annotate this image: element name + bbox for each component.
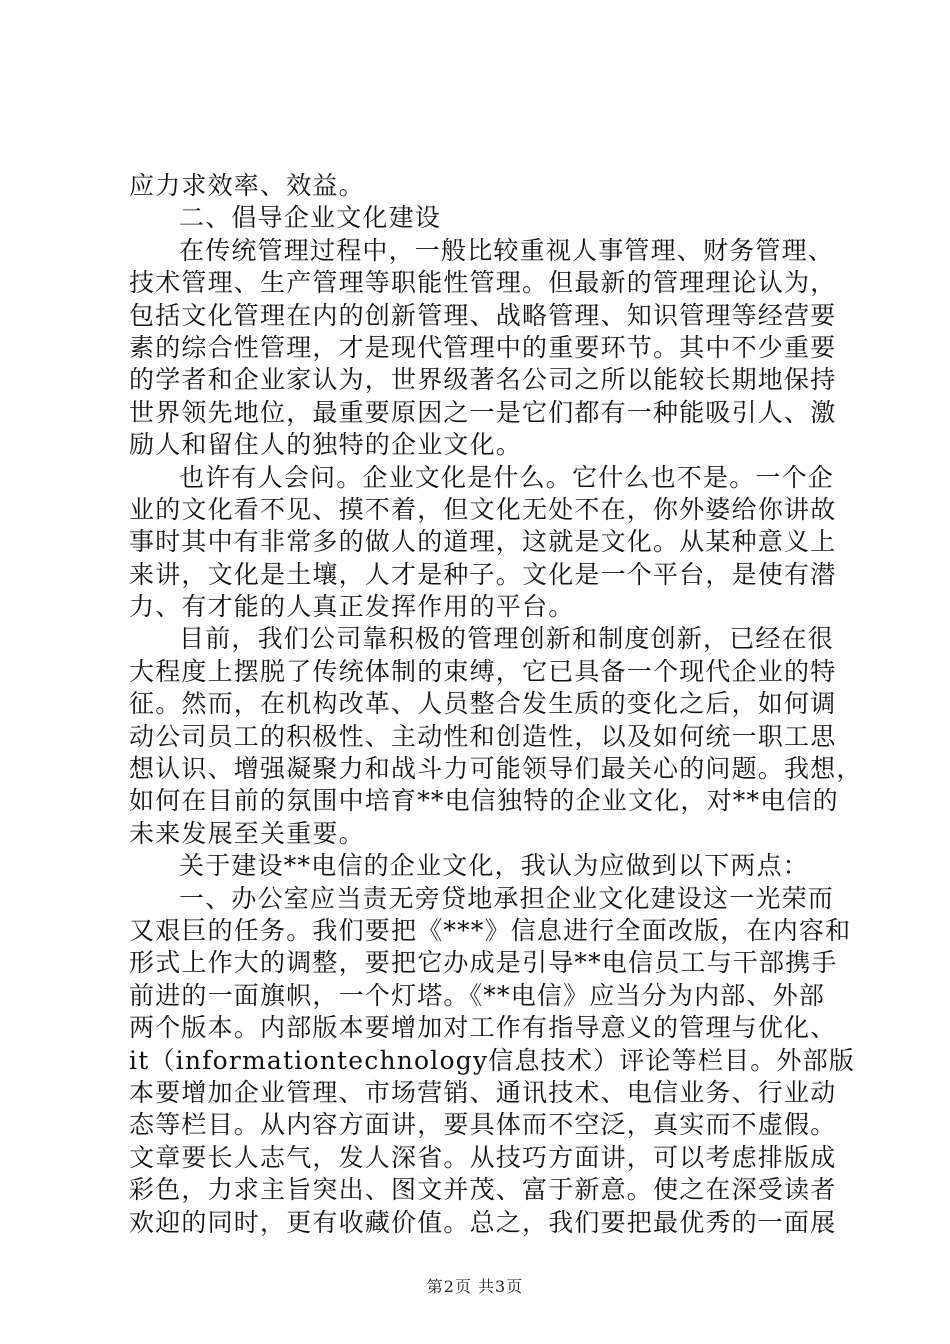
text-line: it（informationtechnology信息技术）评论等栏目。外部版 [129,1045,856,1075]
text-line: 技术管理、生产管理等职能性管理。但最新的管理理论认为， [129,268,837,298]
text-line: 也许有人会问。企业文化是什么。它什么也不是。一个企 [179,462,835,492]
text-line: 包括文化管理在内的创新管理、战略管理、知识管理等经营要 [129,300,837,330]
text-line: 彩色，力求主旨突出、图文并茂、富于新意。使之在深受读者 [129,1175,837,1205]
text-line: 事时其中有非常多的做人的道理，这就是文化。从某种意义上 [129,527,837,557]
text-line: 业的文化看不见、摸不着，但文化无处不在，你外婆给你讲故 [129,494,837,524]
text-line: 前进的一面旗帜，一个灯塔。《**电信》应当分为内部、外部 [129,980,826,1010]
text-line: 关于建设**电信的企业文化，我认为应做到以下两点： [179,851,810,881]
text-line: 在传统管理过程中，一般比较重视人事管理、财务管理、 [179,235,835,265]
document-body [129,170,863,1239]
text-line: 本要增加企业管理、市场营销、通讯技术、电信业务、行业动 [129,1077,837,1107]
text-line: 素的综合性管理，才是现代管理中的重要环节。其中不少重要 [129,332,837,362]
text-line: 力、有才能的人真正发挥作用的平台。 [129,592,575,622]
text-line: 一、办公室应当责无旁贷地承担企业文化建设这一光荣而 [179,883,835,913]
text-line: 动公司员工的积极性、主动性和创造性，以及如何统一职工思 [129,721,837,751]
text-line: 两个版本。内部版本要增加对工作有指导意义的管理与优化、 [129,1013,837,1043]
text-line: 的学者和企业家认为，世界级著名公司之所以能较长期地保持 [129,365,837,395]
text-line: 大程度上摆脱了传统体制的束缚，它已具备一个现代企业的特 [129,656,837,686]
text-line: 征。然而，在机构改革、人员整合发生质的变化之后，如何调 [129,689,837,719]
text-line: 世界领先地位，最重要原因之一是它们都有一种能吸引人、激 [129,397,837,427]
page-footer: 第2页 共3页 [426,1277,524,1296]
text-line: 应力求效率、效益。 [129,171,365,200]
text-line: 未来发展至关重要。 [129,818,365,848]
text-line: 又艰巨的任务。我们要把《***》信息进行全面改版，在内容和 [129,915,852,945]
text-line: 如何在目前的氛围中培育**电信独特的企业文化，对**电信的 [129,786,839,816]
text-line: 欢迎的同时，更有收藏价值。总之，我们要把最优秀的一面展 [129,1207,837,1237]
text-line: 态等栏目。从内容方面讲，要具体而不空泛，真实而不虚假。 [129,1110,837,1140]
text-line: 形式上作大的调整，要把它办成是引导**电信员工与干部携手 [129,948,838,978]
text-line: 文章要长人志气，发人深省。从技巧方面讲，可以考虑排版成 [129,1142,837,1172]
text-line: 想认识、增强凝聚力和战斗力可能领导们最关心的问题。我想， [129,754,863,784]
text-line: 二、倡导企业文化建设 [179,203,442,233]
text-line: 目前，我们公司靠积极的管理创新和制度创新，已经在很 [179,624,835,654]
text-line: 励人和留住人的独特的企业文化。 [129,430,523,460]
text-line: 来讲，文化是土壤，人才是种子。文化是一个平台，是使有潜 [129,559,837,589]
